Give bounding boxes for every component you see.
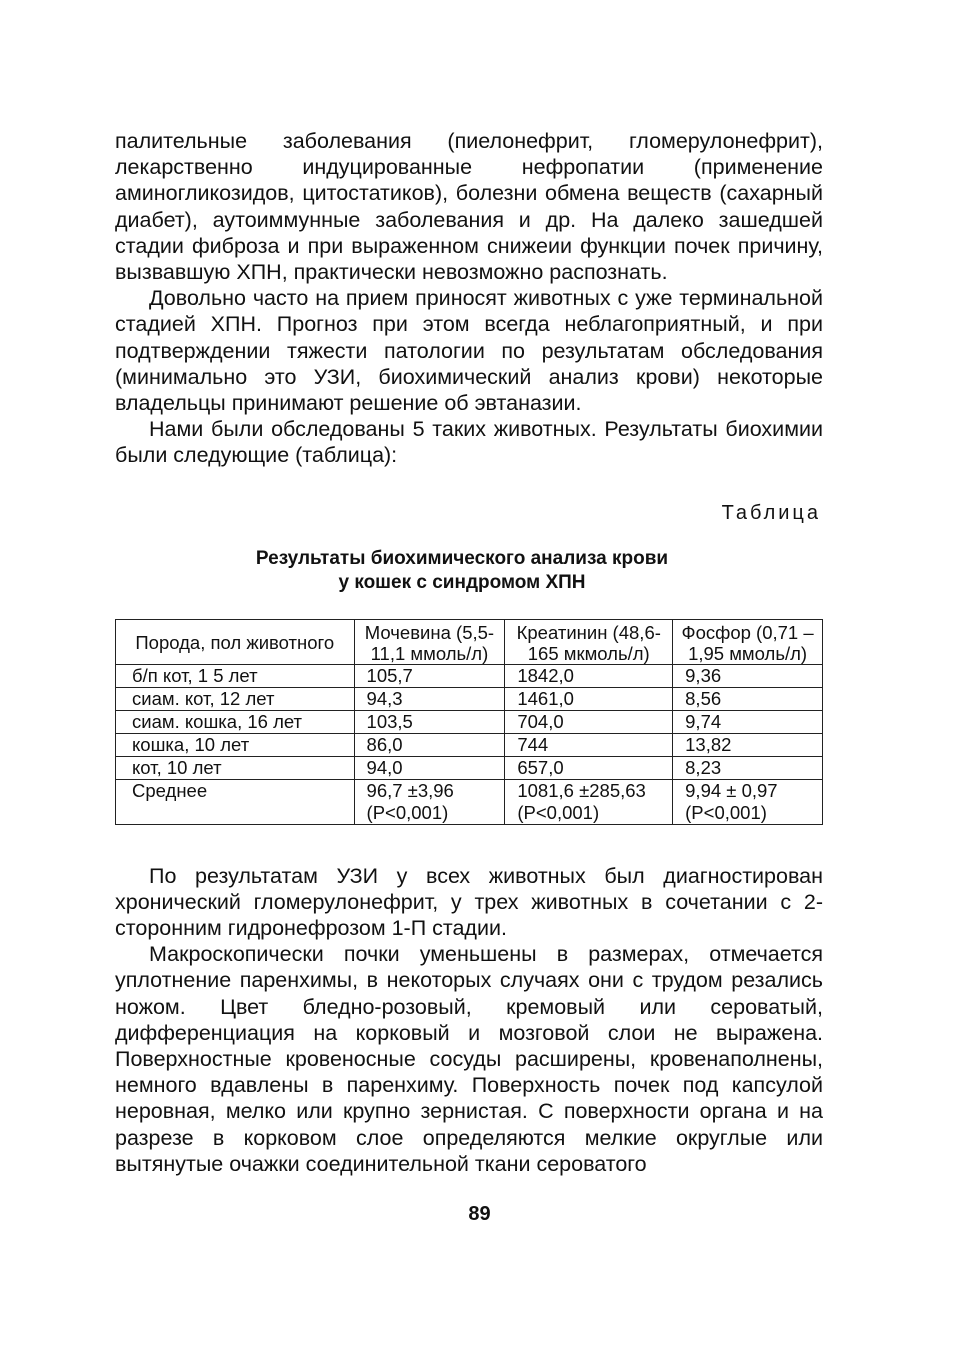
summary-creatinine-p: (P<0,001) — [517, 801, 600, 823]
table-row — [116, 687, 823, 710]
cell-urea: 94,0 — [354, 756, 505, 779]
cell-phosphorus: 13,82 — [673, 733, 823, 756]
header-urea: Мочевина (5,5-11,1 ммоль/л) — [354, 619, 505, 664]
cell-creatinine: 744 — [505, 733, 673, 756]
paragraph-3: Нами были обследованы 5 таких животных. Результаты биохимии были следующие (таблица): — [115, 417, 823, 468]
cell-creatinine: 1842,0 — [505, 664, 673, 687]
cell-animal: б/п кот, 1 5 лет — [116, 664, 355, 687]
cell-creatinine: 704,0 — [505, 710, 673, 733]
table-header-row — [116, 619, 823, 664]
cell-urea: 105,7 — [354, 664, 505, 687]
table-row — [116, 664, 823, 687]
cell-animal: сиам. кот, 12 лет — [116, 687, 355, 710]
paragraph-2: Довольно часто на прием приносят животных с уже терминальной стадией ХПН. Прогноз при этом всегда неблагоприятный, и при подтверждении тяжести патологии по результатам обследования (минимально это УЗИ, биохимический анализ крови) некоторые владельцы принимают решение об эвтаназии. — [115, 286, 823, 416]
table-summary-row — [116, 779, 823, 824]
cell-creatinine: 1461,0 — [505, 687, 673, 710]
table-row — [116, 710, 823, 733]
paragraph-1: палительные заболевания (пиелонефрит, гломерулонефрит), лекарственно индуцированные нефропатии (применение аминогликозидов, цитостатиков), болезни обмена веществ (сахарный диабет), аутоиммунные заболевания и др. На далеко зашедшей стадии фиброза и при выраженном снижеии функции почек причину, вызвавшую ХПН, практически невозможно распознать. — [115, 129, 823, 285]
summary-phosphorus-mean: 9,94 ± 0,97 — [685, 779, 778, 801]
page-number: 89 — [468, 1203, 491, 1225]
cell-summary-creatinine — [505, 779, 673, 824]
table-label: Таблица — [721, 501, 821, 524]
cell-urea: 103,5 — [354, 710, 505, 733]
paragraph-4: По результатам УЗИ у всех животных был диагностирован хронический гломерулонефрит, у трех животных в сочетании с 2-сторонним гидронефрозом 1-П стадии. — [115, 863, 823, 941]
summary-creatinine-mean: 1081,6 ±285,63 — [517, 779, 646, 801]
cell-urea: 94,3 — [354, 687, 505, 710]
cell-summary-urea — [354, 779, 505, 824]
results-table — [115, 619, 823, 825]
cell-summary-phosphorus — [673, 779, 823, 824]
cell-phosphorus: 9,36 — [673, 664, 823, 687]
summary-urea-mean: 96,7 ±3,96 — [366, 779, 454, 801]
cell-phosphorus: 8,23 — [673, 756, 823, 779]
table-title-line-1: Результаты биохимического анализа крови — [255, 547, 669, 569]
cell-phosphorus: 8,56 — [673, 687, 823, 710]
cell-summary-label: Среднее — [116, 779, 355, 824]
header-creatinine: Креатинин (48,6-165 мкмоль/л) — [505, 619, 673, 664]
cell-urea: 86,0 — [354, 733, 505, 756]
cell-animal: сиам. кошка, 16 лет — [116, 710, 355, 733]
header-phosphorus: Фосфор (0,71 – 1,95 ммоль/л) — [673, 619, 823, 664]
summary-phosphorus-p: (P<0,001) — [685, 801, 767, 823]
table-row — [116, 733, 823, 756]
table-title — [101, 547, 823, 595]
summary-urea-p: (P<0,001) — [366, 801, 449, 823]
page-body — [115, 128, 823, 1177]
table-row — [116, 756, 823, 779]
cell-animal: кот, 10 лет — [116, 756, 355, 779]
text-after-table — [115, 863, 823, 1177]
paragraph-5: Макроскопически почки уменьшены в размерах, отмечается уплотнение паренхимы, в некоторых случаях они с трудом резались ножом. Цвет бледно-розовый, кремовый или сероватый, дифференциация на корковый и мозговой слои не выражена. Поверхностные кровеносные сосуды расширены, кровенаполнены, немного вдавлены в паренхиму. Поверхность почек под капсулой неровная, мелко или крупно зернистая. С поверхности органа и на разрезе в корковом слое определяются мелкие округлые или вытянутые очажки соединительной ткани сероватого — [115, 942, 823, 1176]
header-breed: Порода, пол животного — [116, 619, 355, 664]
cell-phosphorus: 9,74 — [673, 710, 823, 733]
cell-creatinine: 657,0 — [505, 756, 673, 779]
table-title-line-2: у кошек с синдромом ХПН — [338, 571, 586, 593]
cell-animal: кошка, 10 лет — [116, 733, 355, 756]
